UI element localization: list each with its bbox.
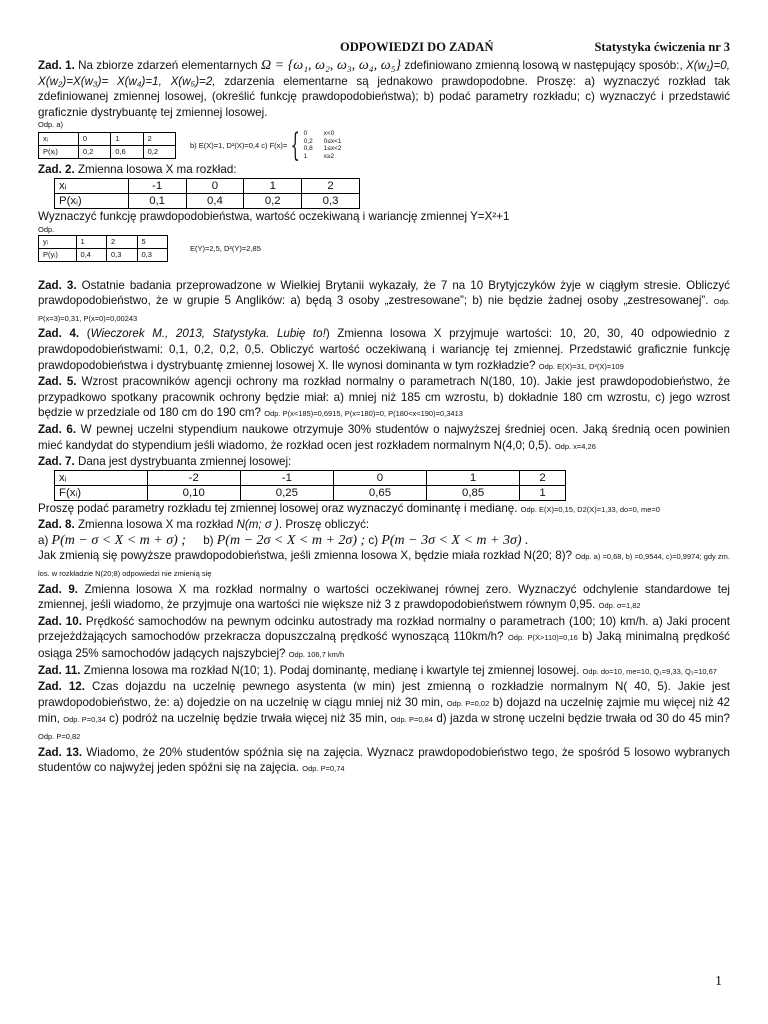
case-row: 0,2 0≤x<1 (303, 137, 342, 145)
task-4-reference: Wieczorek M., 2013, Statystyka. Lubię to! (90, 327, 326, 341)
brace-icon: { (290, 126, 301, 165)
task-9-label: Zad. 9. (38, 582, 78, 596)
task-2-table (54, 178, 360, 209)
task-8-question-text: Jak zmienią się powyższe prawdopodobieństwa, jeśli zmienna losowa X, będzie miała rozkład N(20; 8)? (38, 549, 573, 563)
table-cell: -2 (147, 470, 240, 485)
table-cell: 2 (302, 178, 360, 193)
task-1-answer (38, 126, 730, 165)
task-11-answer: Odp. do=10, me=10, Q₁=9,33, Q₃=10,67 (582, 666, 717, 676)
table-cell: 2 (520, 470, 566, 485)
task-11-text: Zmienna losowa ma rozkład N(10; 1). Podaj dominantę, medianę i kwartyle tej zmiennej losowej. (83, 663, 580, 677)
task-7 (38, 454, 730, 470)
table-cell: -1 (240, 470, 333, 485)
table-row (39, 145, 176, 158)
table-cell: F(xᵢ) (55, 485, 148, 500)
task-2-answer (38, 235, 730, 262)
task-9-text: Zmienna losowa X ma rozkład normalny o wartości oczekiwanej równej zero. Wyznaczyć odchylenie standardowe tej zmiennej, jeśli wiadomo, że przyjmuje ona wartości nie większe niż 3 z prawdopodobieństwem równym 0,95. (38, 582, 730, 612)
task-7-label: Zad. 7. (38, 455, 75, 469)
task-8-text-a: Zmienna losowa X ma rozkład (77, 518, 234, 532)
distribution-function-cases (287, 126, 342, 165)
task-2-answer-label: Odp. (38, 224, 55, 234)
task-8-text-b: . Proszę obliczyć: (278, 518, 370, 532)
task-4-label: Zad. 4. (38, 327, 80, 341)
task-12-text: Czas dojazdu na uczelnię pewnego asystenta (w min) jest zmienną o rozkładzie normalnym N( 40, 5). Jakie jest prawdopodobieństwo, że: a) dojedzie on na uczelnię w ciągu mniej niż 30 min, (38, 680, 730, 709)
table-cell: P(yᵢ) (39, 248, 77, 261)
task-3 (38, 278, 730, 327)
task-7-text: Dana jest dystrybuanta zmiennej losowej: (77, 455, 292, 469)
task-8-label: Zad. 8. (38, 518, 75, 532)
task-8-answer: Odp. a) =0,68, b) =0,9544, c)=0,9974; gdy zm. los. w rozkładzie N(20;8) odpowiedzi nie zmienią się (38, 552, 730, 579)
table-cell: 0,2 (78, 145, 110, 158)
table-cell: 2 (107, 235, 137, 248)
task-2-answer-table (38, 235, 168, 262)
table-cell: 0,85 (427, 485, 520, 500)
task-5-label: Zad. 5. (38, 375, 77, 389)
table-cell: 0,25 (240, 485, 333, 500)
table-cell: 1 (427, 470, 520, 485)
table-cell: 0 (333, 470, 426, 485)
table-cell: 5 (137, 235, 168, 248)
table-cell: xᵢ (55, 470, 148, 485)
task-2-answer-values: E(Y)=2,5, D²(Y)=2,85 (190, 243, 261, 253)
task-12-label: Zad. 12. (38, 680, 85, 694)
cases-list (304, 130, 342, 160)
table-cell: 0,6 (111, 145, 143, 158)
formula-c: P(m − 3σ < X < m + 3σ) . (381, 532, 529, 548)
formula-b: P(m − 2σ < X < m + 2σ) ; (216, 532, 366, 548)
task-3-label: Zad. 3. (38, 278, 77, 292)
task-13 (38, 745, 730, 777)
table-cell: 0,10 (147, 485, 240, 500)
task-6-label: Zad. 6. (38, 422, 77, 436)
task-4 (38, 326, 730, 374)
task-5 (38, 374, 730, 422)
course-title: Statystyka ćwiczenia nr 3 (594, 40, 730, 54)
task-10-text-b: b) Jaką minimalną prędkość osiąga 25% samochodów jadących najszybciej? (38, 630, 730, 661)
task-1-text-b: zdefiniowano zmienną losową w następujący (404, 59, 636, 72)
task-10-answer-b: Odp. 106,7 km/h (288, 650, 345, 660)
formula-a-label: a) (38, 533, 49, 547)
task-5-text: Wzrost pracowników agencji ochrony ma rozkład normalny o parametrach N(180, 10). Jakie jest prawdopodobieństwo, że przypadkowo spotkany pracownik ochrony będzie miał: a) mniej niż 185 cm wzrostu, b) dokładnie 180 cm wzrostu, c) jego wzrost będzie w przedziale od 180 cm do 190 cm? (38, 375, 730, 420)
task-6-answer: Odp. x=4,26 (554, 441, 596, 451)
task-10 (38, 614, 730, 663)
table-cell: 0,2 (244, 193, 302, 208)
task-6-text: W pewnej uczelni stypendium naukowe otrzymuje 30% studentów o najwyższej średniej ocen. Jaką średnią ocen powinien mieć kandydat do stypendium jeśli wiadomo, że rozkład ocen jest rozkładem normalnym N(4,0; 0,5). (38, 422, 730, 452)
task-4-text: ) Zmienna losowa X przyjmuje wartości: 10, 20, 30, 40 odpowiednio z prawdopodobieństwami: 0,1, 0,2, 0,2, 0,5. Obliczyć wartość oczekiwaną i wariancję tej zmiennej. Przedstawić graficznie funkcję prawdopodobieństwa i dystrybuantę zmiennej losowej X. Ile wynosi dominanta w tym rozkładzie? (38, 327, 730, 372)
task-6 (38, 422, 730, 454)
table-cell: 0,2 (143, 145, 175, 158)
table-row (39, 248, 168, 261)
task-5-answer: Odp. P(x<185)=0,6915, P(x=180)=0, P(180<x<190)=0,3413 (264, 409, 463, 419)
task-9-answer: Odp. σ=1,82 (598, 601, 641, 611)
formula-b-label: b) (203, 533, 214, 547)
task-7-question (38, 501, 730, 518)
task-10-label: Zad. 10. (38, 614, 82, 628)
task-12-answer-a: Odp. P=0,02 (446, 698, 490, 708)
table-cell: 0 (186, 178, 244, 193)
table-row (55, 178, 360, 193)
table-cell: 0,4 (186, 193, 244, 208)
table-cell: 0,3 (302, 193, 360, 208)
table-cell: -1 (128, 178, 186, 193)
table-cell: 0,1 (128, 193, 186, 208)
task-4-paren: ( (86, 327, 91, 341)
table-row (39, 235, 168, 248)
task-2-label: Zad. 2. (38, 163, 75, 177)
task-13-text: Wiadomo, że 20% studentów spóźnia się na zajęcia. Wyznacz prawdopodobieństwo tego, że spośród 5 losowo wybranych studentów co najwyżej jeden spóźni się na zajęcia. (38, 745, 730, 775)
task-8-question (38, 548, 730, 581)
table-cell: 0 (78, 132, 110, 145)
table-cell: xᵢ (55, 178, 129, 193)
task-10-answer-a: Odp. P(X>110)=0,16 (507, 633, 578, 643)
table-row (39, 132, 176, 145)
table-cell: 1 (520, 485, 566, 500)
formula-c-label: c) (368, 533, 379, 547)
task-8-formulas (38, 533, 730, 549)
table-cell: xᵢ (39, 132, 79, 145)
document-title: ODPOWIEDZI DO ZADAŃ (340, 40, 494, 54)
table-row (55, 470, 566, 485)
table-cell: 0,4 (76, 248, 106, 261)
task-4-answer: Odp. E(X)=31, D²(X)=109 (538, 361, 624, 371)
page-number: 1 (715, 974, 722, 989)
task-2-text: Zmienna losowa X ma rozkład: (77, 163, 237, 177)
task-13-answer: Odp. P=0,74 (302, 764, 345, 774)
task-12-text-b: b) dojazd na uczelnię zajmie mu więcej niż 42 min, (38, 695, 730, 726)
task-1-label: Zad. 1. (38, 59, 75, 72)
task-13-label: Zad. 13. (38, 745, 83, 759)
task-12-answer-b: Odp. P=0,34 (63, 715, 106, 725)
table-cell: 2 (143, 132, 175, 145)
table-row (55, 485, 566, 500)
task-12-answer-c: Odp. P=0,84 (390, 715, 433, 725)
task-1-definition: X(w₁)=0, X(w₂)=X(w₃)= X(w₄)=1, X(w₅)=2, (38, 59, 730, 88)
table-cell: P(xᵢ) (39, 145, 79, 158)
task-12-answer-d: Odp. P=0,82 (38, 732, 81, 741)
task-1-text-c: sposób:, (638, 59, 683, 72)
task-3-text: Ostatnie badania przeprowadzone w Wielkiej Brytanii wykazały, że 7 na 10 Brytyjczyków żyje w ciągłym stresie. Obliczyć prawdopodobieństwo, że w grupie 5 Anglików: a) będą 3 osoby „zestresowane”; b) nie będzie żadnej osoby „zestresowanej”. (38, 278, 730, 308)
task-2 (38, 162, 730, 178)
case-row: 0,8 1≤x<2 (303, 145, 342, 153)
task-1-text-a: Na zbiorze zdarzeń elementarnych (78, 59, 258, 72)
task-12-text-c: c) podróż na uczelnię będzie trwała więcej niż 35 min, (109, 712, 388, 726)
table-cell: 0,3 (137, 248, 168, 261)
task-1-text-d: zdarzenia elementarne są jednakowo prawdopodobne. Proszę: a) wyznaczyć rozkład tak zdefiniowanej zmiennej losowej, (określić funkcję prawdopodobieństwa); b) podać parametry rozkładu; c) wyznaczyć i przedstawić graficznie dystrybuantę tej zmiennej losowej. (38, 74, 730, 119)
task-8-distribution: N(m; σ ) (236, 518, 279, 532)
task-2-question: Wyznaczyć funkcję prawdopodobieństwa, wartość oczekiwaną i wariancję zmiennej Y=X²+1 (38, 209, 510, 223)
table-cell: yᵢ (39, 235, 77, 248)
case-row: 0 x<0 (303, 130, 335, 138)
formula-a: P(m − σ < X < m + σ) ; (51, 532, 186, 548)
page-header (38, 40, 730, 58)
task-8 (38, 517, 730, 533)
table-cell: 0,65 (333, 485, 426, 500)
task-1-answer-b: b) E(X)=1, D²(X)=0,4 c) F(x)= (190, 140, 288, 150)
table-cell: P(xᵢ) (55, 193, 129, 208)
task-7-table (54, 470, 566, 501)
table-cell: 1 (244, 178, 302, 193)
task-3-answer: Odp. P(x=3)=0,31, P(x=0)=0,00243 (38, 297, 730, 323)
table-cell: 1 (111, 132, 143, 145)
task-12 (38, 679, 730, 744)
task-1-table (38, 132, 176, 159)
task-10-text: Prędkość samochodów na pewnym odcinku autostrady ma rozkład normalny o parametrach (100; 10) km/h. a) Jaki procent przejeżdżających samochodów przekracza dopuszczalną prędkość wynoszącą 110km/h? (38, 614, 730, 644)
table-row (55, 193, 360, 208)
task-1-answer-label: Odp. a) (38, 120, 64, 130)
task-9 (38, 582, 730, 614)
document-page (38, 40, 730, 777)
task-7-answer: Odp. E(X)=0,15, D2(X)=1,33, do=0, me=0 (520, 504, 660, 514)
omega-set: Ω = {ω₁, ω₂, ω₃, ω₄, ω₅} (260, 58, 402, 73)
task-1 (38, 58, 730, 120)
table-cell: 0,3 (107, 248, 137, 261)
task-7-question-text: Proszę podać parametry rozkładu tej zmiennej losowej oraz wyznaczyć dominantę i medianę. (38, 501, 518, 515)
task-12-text-d: d) jazda w stronę uczelni będzie trwała od 30 do 45 min? (436, 712, 730, 726)
case-row: 1 x≥2 (303, 152, 335, 160)
task-11-label: Zad. 11. (38, 663, 81, 677)
table-cell: 1 (76, 235, 106, 248)
task-11 (38, 663, 730, 680)
